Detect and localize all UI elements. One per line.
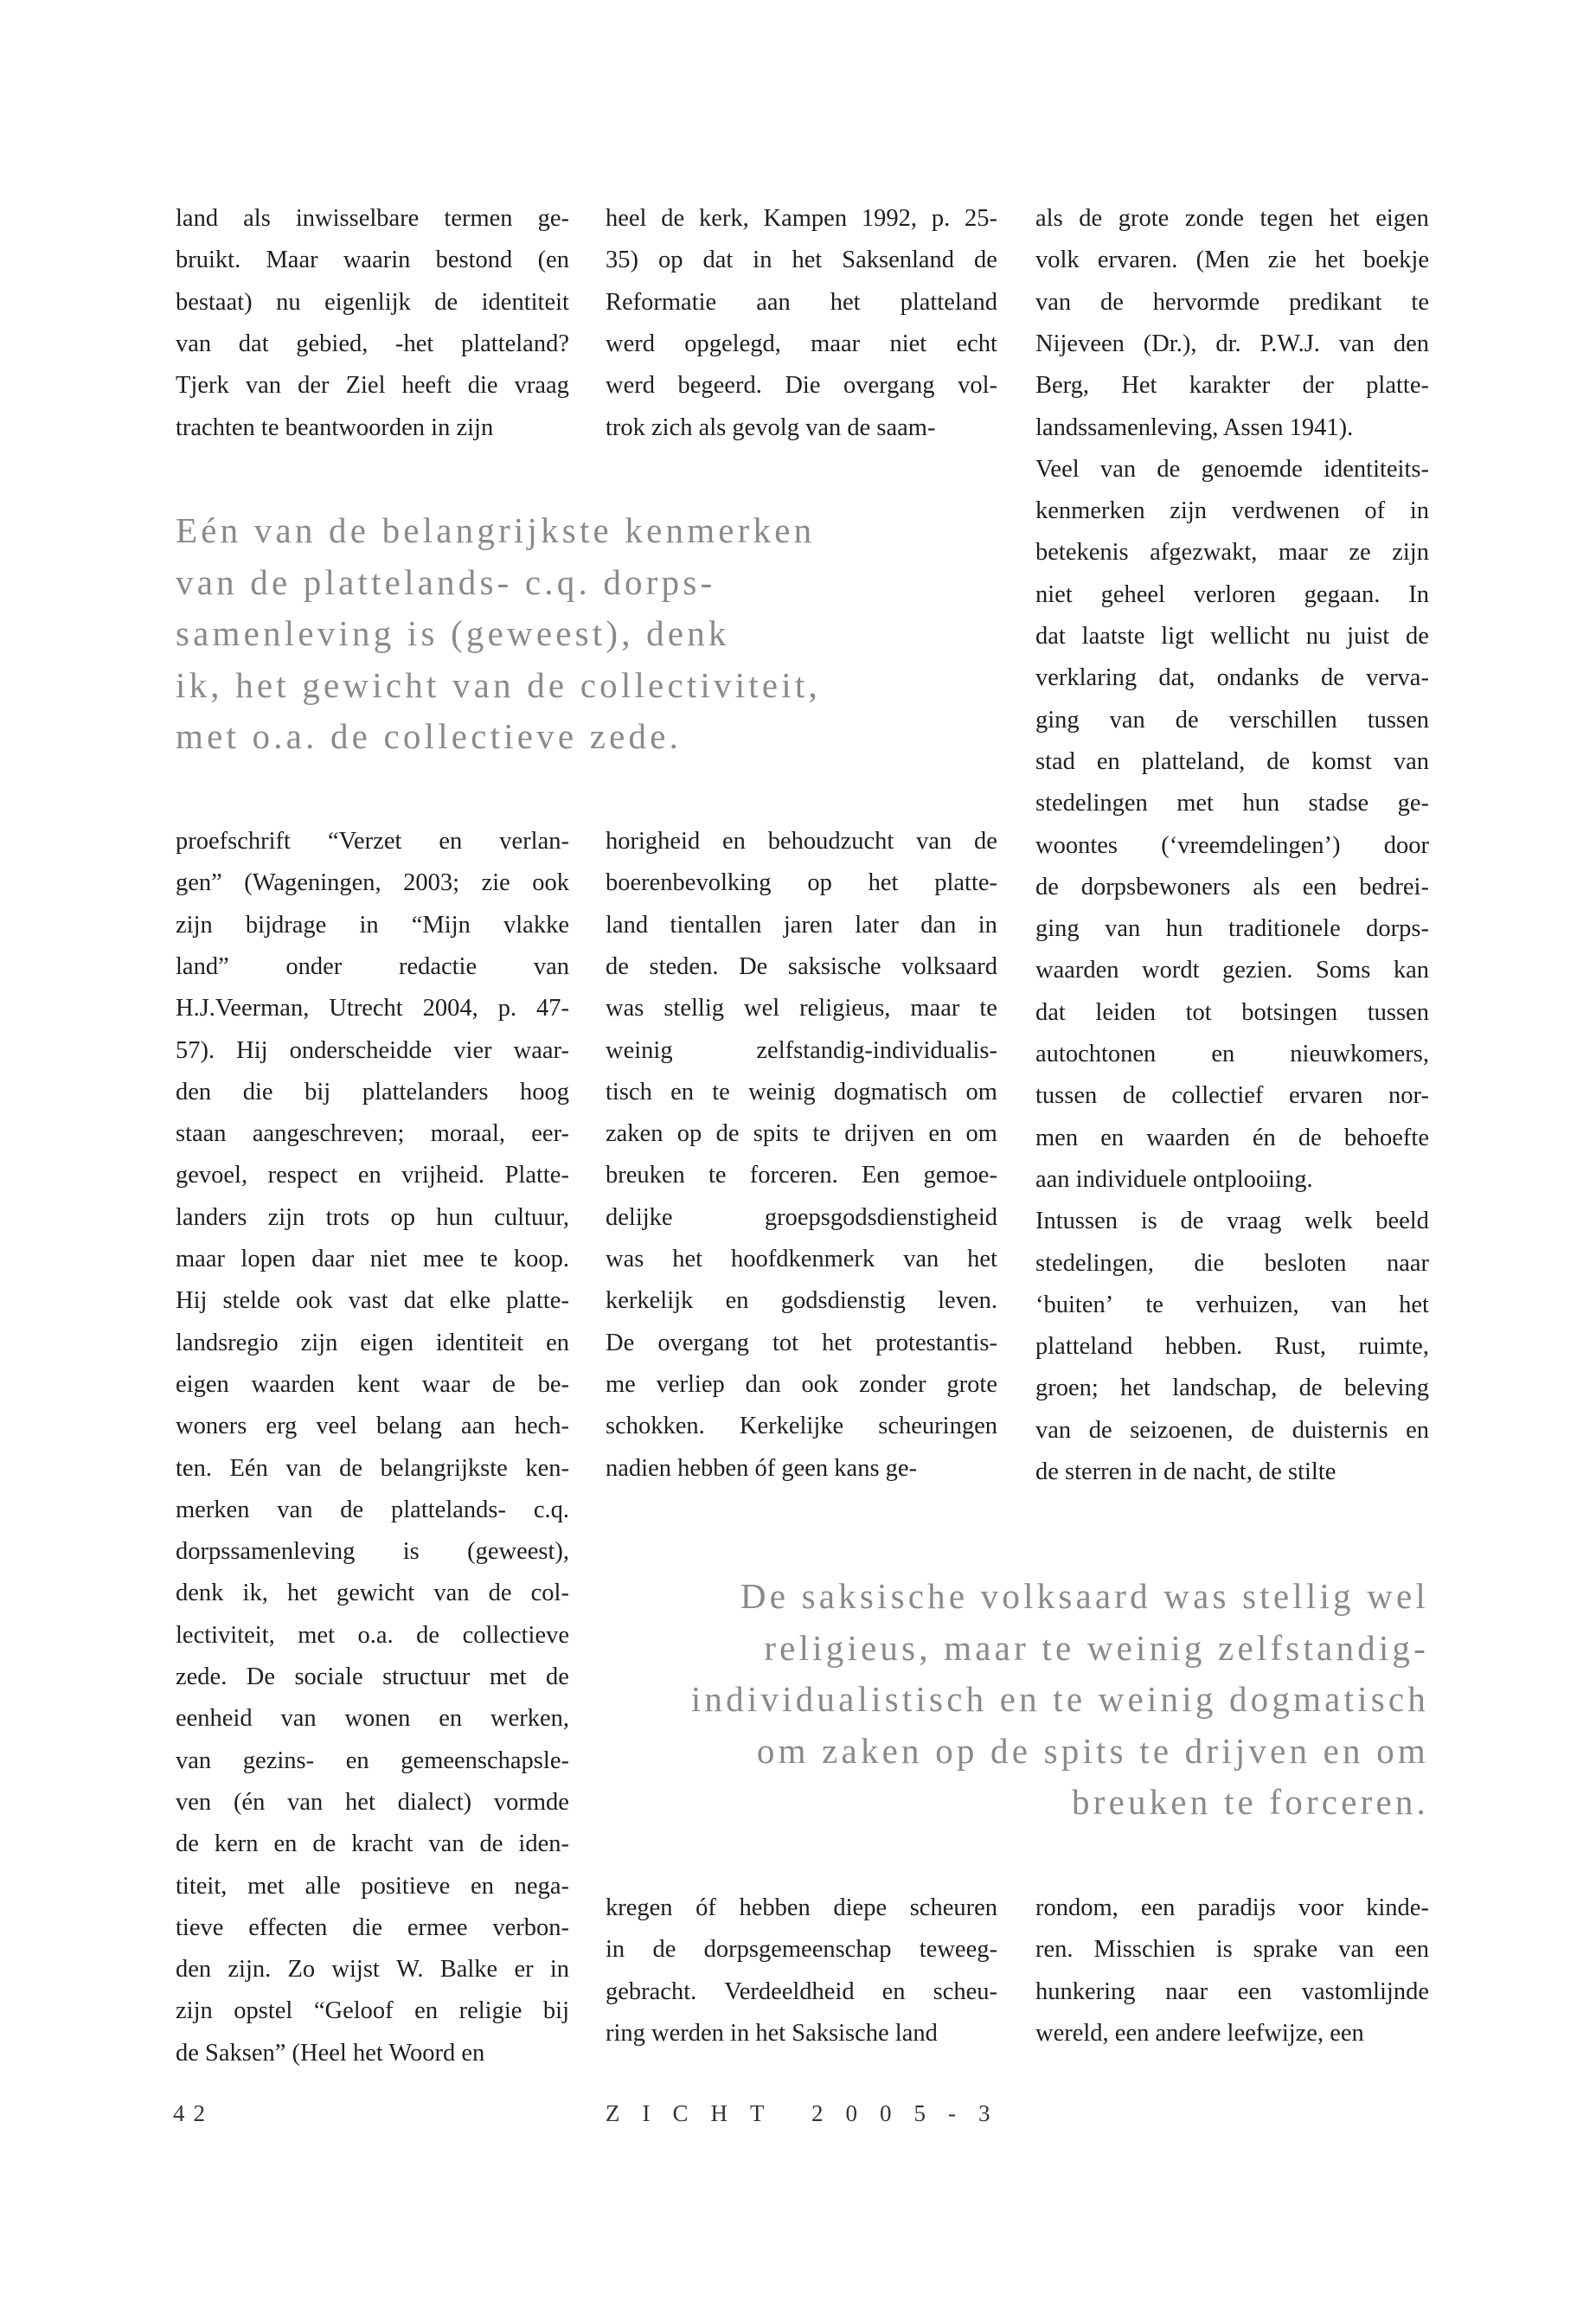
text-line: dat leiden tot botsingen tussen xyxy=(1035,998,1429,1026)
text-line: denk ik, het gewicht van de col- xyxy=(176,1580,569,1607)
text-line: 57). Hij onderscheidde vier waar- xyxy=(176,1036,569,1064)
text-line: eenheid van wonen en werken, xyxy=(176,1705,569,1733)
text-line: Veel van de genoemde identiteits- xyxy=(1035,455,1429,483)
text-line: als de grote zonde tegen het eigen xyxy=(1035,205,1429,232)
text-line: proefschrift “Verzet en verlan- xyxy=(176,828,569,855)
text-line: Intussen is de vraag welk beeld xyxy=(1035,1208,1429,1235)
text-line: schokken. Kerkelijke scheuringen xyxy=(606,1413,997,1440)
text-line: autochtonen en nieuwkomers, xyxy=(1035,1041,1429,1067)
text-line: landsregio zijn eigen identiteit en xyxy=(176,1329,569,1356)
text-line: land” onder redactie van xyxy=(176,952,569,980)
text-line: ging van hun traditionele dorps- xyxy=(1035,915,1429,943)
text-line: landers zijn trots op hun cultuur, xyxy=(176,1203,569,1231)
text-line: waarden wordt gezien. Soms kan xyxy=(1035,957,1429,984)
text-line: de steden. De saksische volksaard xyxy=(606,952,997,980)
text-line: kerkelijk en godsdienstig leven. xyxy=(606,1287,997,1315)
text-line: maar lopen daar niet mee te koop. xyxy=(176,1246,569,1272)
text-line: de dorpsbewoners als een bedrei- xyxy=(1035,873,1429,901)
text-line: lectiviteit, met o.a. de collectieve xyxy=(176,1621,569,1649)
text-line: stedelingen, die besloten naar xyxy=(1035,1249,1429,1277)
text-line: weinig zelfstandig-individualis- xyxy=(606,1036,997,1064)
text-line: kregen óf hebben diepe scheuren xyxy=(606,1894,997,1921)
text-line: gen” (Wageningen, 2003; zie ook xyxy=(176,869,569,897)
text-line: delijke groepsgodsdienstigheid xyxy=(606,1203,997,1231)
text-line: was stellig wel religieus, maar te xyxy=(606,995,997,1022)
text-line: ring werden in het Saksische land xyxy=(606,2019,938,2047)
text-line: land tientallen jaren later dan in xyxy=(606,911,997,939)
text-line: men en waarden én de behoefte xyxy=(1035,1124,1429,1151)
text-line: breuken te forceren. Een gemoe- xyxy=(606,1162,997,1189)
text-line: zijn opstel “Geloof en religie bij xyxy=(176,1997,569,2025)
text-line: land als inwisselbare termen ge- xyxy=(176,205,569,232)
pull-quote-line: religieus, maar te weinig zelfstandig- xyxy=(764,1627,1429,1668)
text-line: verklaring dat, ondanks de verva- xyxy=(1035,664,1429,692)
text-line: 35) op dat in het Saksenland de xyxy=(606,247,997,274)
pull-quote-line: met o.a. de collectieve zede. xyxy=(176,716,683,756)
text-line: Hij stelde ook vast dat elke platte- xyxy=(176,1287,569,1315)
text-line: van dat gebied, -het platteland? xyxy=(176,330,569,357)
text-line: nadien hebben óf geen kans ge- xyxy=(606,1454,918,1482)
text-line: trok zich als gevolg van de saam- xyxy=(606,413,936,441)
text-line: de sterren in de nacht, de stilte xyxy=(1035,1458,1336,1485)
text-line: de Saksen” (Heel het Woord en xyxy=(176,2039,485,2067)
text-line: wereld, een andere leefwijze, een xyxy=(1035,2019,1364,2047)
journal-name: ZICHT xyxy=(606,2100,787,2126)
text-line: zede. De sociale structuur met de xyxy=(176,1663,569,1690)
pull-quote-line: De saksische volksaard was stellig wel xyxy=(740,1576,1429,1616)
text-line: landssamenleving, Assen 1941). xyxy=(1035,413,1354,441)
text-line: stedelingen met hun stadse ge- xyxy=(1035,790,1429,817)
text-line: betekenis afgezwakt, maar ze zijn xyxy=(1035,539,1429,567)
text-line: ven (én van het dialect) vormde xyxy=(176,1788,569,1816)
pull-quote-line: Eén van de belangrijkste kenmerken xyxy=(176,510,816,550)
text-line: Nijeveen (Dr.), dr. P.W.J. van den xyxy=(1035,330,1429,357)
text-line: Berg, Het karakter der platte- xyxy=(1035,372,1429,400)
text-line: zaken op de spits te drijven en om xyxy=(606,1120,997,1148)
text-line: tussen de collectief ervaren nor- xyxy=(1035,1082,1429,1110)
text-line: De overgang tot het protestantis- xyxy=(606,1329,997,1356)
text-line: groen; het landschap, de beleving xyxy=(1035,1375,1429,1402)
text-line: horigheid en behoudzucht van de xyxy=(606,828,997,855)
text-line: was het hoofdkenmerk van het xyxy=(606,1246,997,1272)
text-line: van de hervormde predikant te xyxy=(1035,288,1429,316)
text-line: niet geheel verloren gegaan. In xyxy=(1035,580,1429,608)
text-line: woners erg veel belang aan hech- xyxy=(176,1413,569,1440)
text-line: in de dorpsgemeenschap teweeg- xyxy=(606,1936,997,1964)
text-line: woontes (‘vreemdelingen’) door xyxy=(1035,831,1429,859)
page-number: 42 xyxy=(173,2100,214,2126)
text-line: ‘buiten’ te verhuizen, van het xyxy=(1035,1291,1429,1318)
text-line: staan aangeschreven; moraal, eer- xyxy=(176,1120,569,1148)
text-line: merken van de plattelands- c.q. xyxy=(176,1496,569,1523)
text-line: platteland hebben. Rust, ruimte, xyxy=(1035,1333,1429,1361)
text-line: Reformatie aan het platteland xyxy=(606,288,997,316)
text-line: aan individuele ontplooiing. xyxy=(1035,1165,1313,1193)
text-line: gebracht. Verdeeldheid en scheu- xyxy=(606,1977,997,2005)
text-line: stad en platteland, de komst van xyxy=(1035,747,1429,775)
text-line: ren. Misschien is sprake van een xyxy=(1035,1936,1429,1964)
text-line: den zijn. Zo wijst W. Balke er in xyxy=(176,1956,569,1984)
text-line: tieve effecten die ermee verbon- xyxy=(176,1913,569,1941)
journal-issue: 2005-3 xyxy=(811,2100,1013,2126)
text-line: van gezins- en gemeenschapsle- xyxy=(176,1747,569,1774)
text-line: gevoel, respect en vrijheid. Platte- xyxy=(176,1162,569,1189)
pull-quote-line: samenleving is (geweest), denk xyxy=(176,613,730,653)
text-line: werd begeerd. Die overgang vol- xyxy=(606,372,997,400)
pull-quote-line: breuken te forceren. xyxy=(1072,1782,1429,1822)
pull-quote-line: van de plattelands- c.q. dorps- xyxy=(176,561,716,602)
text-line: titeit, met alle positieve en nega- xyxy=(176,1872,569,1900)
text-line: dat laatste ligt wellicht nu juist de xyxy=(1035,623,1429,650)
text-line: boerenbevolking op het platte- xyxy=(606,869,997,897)
text-line: van de seizoenen, de duisternis en xyxy=(1035,1416,1429,1444)
pull-quote-line: ik, het gewicht van de collectiviteit, xyxy=(176,664,821,705)
text-line: me verliep dan ook zonder grote xyxy=(606,1370,997,1398)
text-line: bruikt. Maar waarin bestond (en xyxy=(176,247,569,274)
text-line: den die bij plattelanders hoog xyxy=(176,1078,569,1106)
text-line: dorpssamenleving is (geweest), xyxy=(176,1538,569,1566)
text-line: ging van de verschillen tussen xyxy=(1035,706,1429,734)
text-line: Tjerk van der Ziel heeft die vraag xyxy=(176,372,569,400)
text-line: trachten te beantwoorden in zijn xyxy=(176,413,494,441)
pull-quote-line: om zaken op de spits te drijven en om xyxy=(756,1730,1429,1771)
text-line: eigen waarden kent waar de be- xyxy=(176,1370,569,1398)
text-line: heel de kerk, Kampen 1992, p. 25- xyxy=(606,205,997,232)
text-line: tisch en te weinig dogmatisch om xyxy=(606,1078,997,1106)
text-line: bestaat) nu eigenlijk de identiteit xyxy=(176,288,569,316)
text-line: H.J.Veerman, Utrecht 2004, p. 47- xyxy=(176,995,569,1022)
text-line: ten. Eén van de belangrijkste ken- xyxy=(176,1454,569,1482)
text-line: zijn bijdrage in “Mijn vlakke xyxy=(176,911,569,939)
text-line: volk ervaren. (Men zie het boekje xyxy=(1035,247,1429,274)
pull-quote-line: individualistisch en te weinig dogmatisch xyxy=(690,1679,1429,1719)
text-line: kenmerken zijn verdwenen of in xyxy=(1035,497,1429,525)
text-line: rondom, een paradijs voor kinde- xyxy=(1035,1894,1429,1921)
text-line: hunkering naar een vastomlijnde xyxy=(1035,1977,1429,2005)
text-line: werd opgelegd, maar niet echt xyxy=(606,330,997,357)
text-line: de kern en de kracht van de iden- xyxy=(176,1830,569,1858)
